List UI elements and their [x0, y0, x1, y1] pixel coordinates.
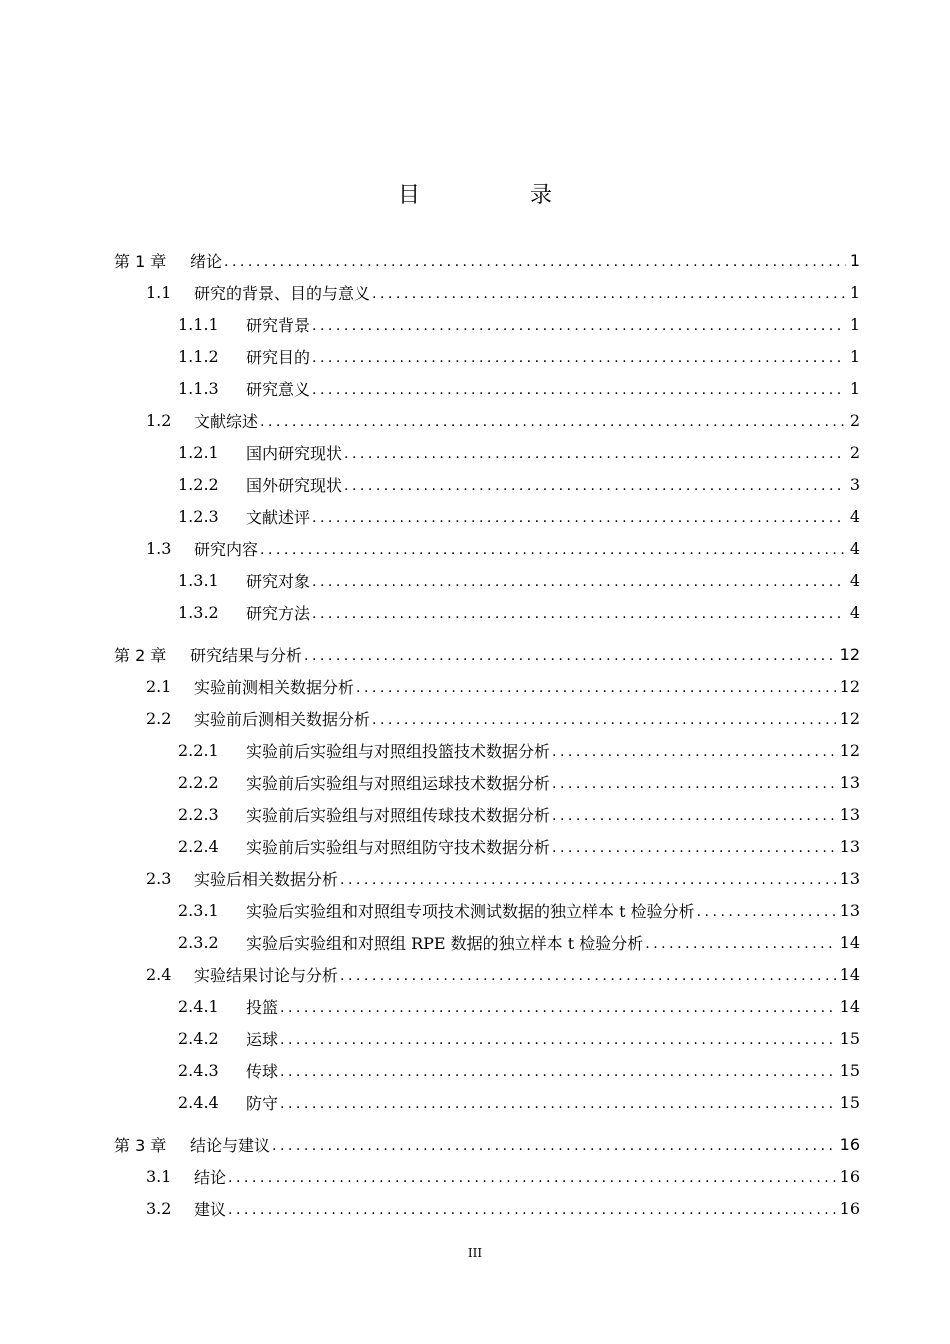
- toc-entry[interactable]: [178, 1090, 860, 1114]
- toc-entry-page: 14: [839, 964, 860, 984]
- toc-entry-page: 4: [849, 538, 860, 558]
- toc-entry-number: 1.2.2: [178, 474, 219, 494]
- toc-dot-leader: [312, 350, 846, 366]
- toc-entry-title: 投篮: [246, 997, 279, 1017]
- toc-entry-page: 4: [849, 506, 860, 526]
- toc-dot-leader: [280, 1064, 836, 1080]
- toc-dot-leader: [340, 872, 836, 888]
- toc-dot-leader: [312, 510, 846, 526]
- toc-dot-leader: [552, 776, 836, 792]
- toc-entry-title: 实验后实验组和对照组专项技术测试数据的独立样本 t 检验分析: [246, 901, 695, 921]
- toc-entry-page: 12: [839, 708, 860, 728]
- toc-dot-leader: [645, 936, 835, 952]
- toc-entry-number: 1.1.2: [178, 346, 219, 366]
- toc-dot-leader: [344, 478, 846, 494]
- toc-entry-number: 2.3.1: [178, 900, 219, 920]
- toc-entry-title: 研究方法: [246, 603, 311, 623]
- toc-entry-number: 2.4.2: [178, 1028, 219, 1048]
- toc-entry-page: 12: [839, 644, 860, 664]
- toc-entry-number: 2.2.4: [178, 836, 219, 856]
- toc-entry-page: 2: [849, 410, 860, 430]
- toc-entry-title: 绪论: [190, 251, 223, 271]
- toc-dot-leader: [344, 446, 846, 462]
- toc-entry[interactable]: [178, 898, 860, 922]
- toc-dot-leader: [272, 1138, 836, 1154]
- toc-entry-title: 研究意义: [246, 379, 311, 399]
- toc-entry-page: 1: [849, 250, 860, 270]
- toc-entry-number: 1.2: [146, 410, 172, 430]
- toc-entry-title: 实验前后实验组与对照组投篮技术数据分析: [246, 741, 551, 761]
- toc-entry-number: 2.4.1: [178, 996, 219, 1016]
- toc-entry-page: 1: [849, 378, 860, 398]
- toc-dot-leader: [280, 1096, 836, 1112]
- toc-chapter-entry[interactable]: [114, 1132, 860, 1156]
- toc-entry-title: 结论与建议: [190, 1135, 271, 1155]
- toc-entry-title: 国外研究现状: [246, 475, 343, 495]
- toc-entry-number: 第 2 章: [114, 645, 167, 665]
- toc-entry-number: 3.2: [146, 1198, 172, 1218]
- toc-entry[interactable]: [146, 408, 860, 432]
- toc-entry[interactable]: [178, 1058, 860, 1082]
- toc-entry-page: 13: [839, 804, 860, 824]
- toc-entry-title: 实验前后测相关数据分析: [194, 709, 371, 729]
- toc-entry-page: 4: [849, 570, 860, 590]
- toc-entry-title: 研究的背景、目的与意义: [194, 283, 371, 303]
- toc-entry-page: 13: [839, 868, 860, 888]
- toc-chapter-entry[interactable]: [114, 248, 860, 272]
- toc-dot-leader: [372, 286, 846, 302]
- toc-entry-page: 15: [839, 1060, 860, 1080]
- toc-entry[interactable]: [178, 834, 860, 858]
- toc-entry-title: 实验前后实验组与对照组防守技术数据分析: [246, 837, 551, 857]
- toc-entry-title: 研究内容: [194, 539, 259, 559]
- page-number-footer: III: [467, 1246, 483, 1260]
- toc-entry[interactable]: [178, 1026, 860, 1050]
- toc-entry-number: 1.2.1: [178, 442, 219, 462]
- toc-entry-title: 运球: [246, 1029, 279, 1049]
- toc-dot-leader: [228, 1170, 836, 1186]
- toc-entry-page: 3: [849, 474, 860, 494]
- toc-dot-leader: [356, 680, 836, 696]
- toc-dot-leader: [280, 1032, 836, 1048]
- toc-entry[interactable]: [178, 770, 860, 794]
- toc-entry[interactable]: [146, 674, 860, 698]
- toc-entry-number: 2.2.3: [178, 804, 219, 824]
- toc-entry-number: 2.2.1: [178, 740, 219, 760]
- toc-entry-number: 第 3 章: [114, 1135, 167, 1155]
- toc-entry-number: 1.3.1: [178, 570, 219, 590]
- toc-entry[interactable]: [146, 866, 860, 890]
- toc-entry-page: 12: [839, 676, 860, 696]
- toc-entry-title: 实验后相关数据分析: [194, 869, 339, 889]
- toc-entry[interactable]: [178, 472, 860, 496]
- toc-dot-leader: [552, 840, 836, 856]
- toc-entry-number: 2.3: [146, 868, 172, 888]
- toc-entry-title: 防守: [246, 1093, 279, 1113]
- toc-entry[interactable]: [178, 504, 860, 528]
- toc-entry[interactable]: [178, 738, 860, 762]
- toc-dot-leader: [697, 904, 836, 920]
- toc-entry-page: 1: [849, 314, 860, 334]
- toc-entry-number: 1.3.2: [178, 602, 219, 622]
- toc-dot-leader: [304, 648, 836, 664]
- toc-entry-number: 1.1.1: [178, 314, 219, 334]
- toc-entry-number: 2.4: [146, 964, 172, 984]
- toc-entry-title: 结论: [194, 1167, 227, 1187]
- toc-entry-page: 15: [839, 1028, 860, 1048]
- toc-dot-leader: [260, 414, 846, 430]
- toc-entry-page: 14: [839, 996, 860, 1016]
- toc-dot-leader: [552, 744, 836, 760]
- toc-dot-leader: [312, 318, 846, 334]
- toc-entry-page: 13: [839, 836, 860, 856]
- toc-entry-number: 2.4.4: [178, 1092, 219, 1112]
- toc-entry[interactable]: [146, 962, 860, 986]
- toc-entry[interactable]: [178, 344, 860, 368]
- toc-entry-number: 3.1: [146, 1166, 172, 1186]
- toc-entry-page: 16: [839, 1198, 860, 1218]
- toc-entry-title: 实验结果讨论与分析: [194, 965, 339, 985]
- toc-dot-leader: [552, 808, 836, 824]
- toc-entry-title: 研究背景: [246, 315, 311, 335]
- toc-entry-number: 2.4.3: [178, 1060, 219, 1080]
- toc-entry-title: 文献综述: [194, 411, 259, 431]
- toc-entry-title: 传球: [246, 1061, 279, 1081]
- toc-dot-leader: [340, 968, 836, 984]
- toc-entry-title: 国内研究现状: [246, 443, 343, 463]
- toc-chapter-entry[interactable]: [114, 642, 860, 666]
- toc-entry-page: 13: [839, 900, 860, 920]
- toc-entry-page: 16: [839, 1166, 860, 1186]
- toc-entry-number: 1.1.3: [178, 378, 219, 398]
- toc-entry-title: 研究结果与分析: [190, 645, 303, 665]
- toc-entry[interactable]: [146, 1196, 860, 1220]
- toc-entry-page: 14: [839, 932, 860, 952]
- toc-entry-page: 4: [849, 602, 860, 622]
- toc-entry-title: 实验后实验组和对照组 RPE 数据的独立样本 t 检验分析: [246, 933, 644, 953]
- toc-entry-title: 建议: [194, 1199, 227, 1219]
- toc-dot-leader: [280, 1000, 836, 1016]
- toc-entry[interactable]: [178, 376, 860, 400]
- toc-dot-leader: [312, 574, 846, 590]
- toc-entry[interactable]: [178, 600, 860, 624]
- toc-entry-page: 12: [839, 740, 860, 760]
- toc-dot-leader: [372, 712, 836, 728]
- toc-entry[interactable]: [178, 930, 860, 954]
- toc-dot-leader: [312, 606, 846, 622]
- toc-entry-number: 2.1: [146, 676, 172, 696]
- toc-entry[interactable]: [178, 312, 860, 336]
- toc-entry-title: 实验前测相关数据分析: [194, 677, 355, 697]
- toc-dot-leader: [224, 254, 846, 270]
- page-title: 目 录: [397, 183, 596, 208]
- toc-entry[interactable]: [146, 280, 860, 304]
- toc-entry[interactable]: [178, 440, 860, 464]
- toc-entry-title: 实验前后实验组与对照组运球技术数据分析: [246, 773, 551, 793]
- toc-dot-leader: [228, 1202, 836, 1218]
- toc-entry-number: 1.3: [146, 538, 172, 558]
- toc-entry-page: 16: [839, 1134, 860, 1154]
- toc-entry[interactable]: [178, 568, 860, 592]
- toc-entry-title: 研究目的: [246, 347, 311, 367]
- toc-entry-number: 1.1: [146, 282, 172, 302]
- toc-entry-title: 研究对象: [246, 571, 311, 591]
- toc-entry-number: 2.3.2: [178, 932, 219, 952]
- toc-entry-number: 2.2.2: [178, 772, 219, 792]
- toc-entry[interactable]: [146, 536, 860, 560]
- toc-entry-page: 1: [849, 282, 860, 302]
- toc-entry[interactable]: [178, 994, 860, 1018]
- toc-entry-page: 1: [849, 346, 860, 366]
- toc-entry[interactable]: [146, 706, 860, 730]
- toc-entry[interactable]: [146, 1164, 860, 1188]
- toc-entry-number: 第 1 章: [114, 251, 167, 271]
- toc-entry[interactable]: [178, 802, 860, 826]
- toc-entry-page: 2: [849, 442, 860, 462]
- toc-dot-leader: [312, 382, 846, 398]
- toc-entry-title: 实验前后实验组与对照组传球技术数据分析: [246, 805, 551, 825]
- toc-entry-number: 1.2.3: [178, 506, 219, 526]
- toc-entry-page: 15: [839, 1092, 860, 1112]
- toc-entry-page: 13: [839, 772, 860, 792]
- toc-dot-leader: [260, 542, 846, 558]
- toc-entry-title: 文献述评: [246, 507, 311, 527]
- toc-entry-number: 2.2: [146, 708, 172, 728]
